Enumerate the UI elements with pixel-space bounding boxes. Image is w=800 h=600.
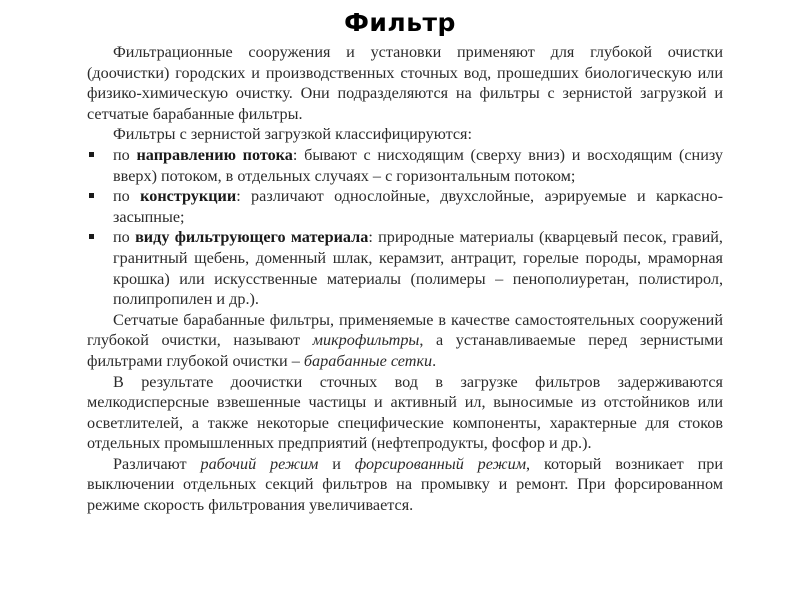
square-bullet-icon <box>89 152 94 157</box>
square-bullet-icon <box>89 234 94 239</box>
bullet-text: : бывают с нисходящим (сверху вниз) и восходящим (снизу вверх) потоком, в отдельных случаях – с горизонтальным потоком; <box>113 145 723 185</box>
bullet-prefix: по <box>113 187 141 206</box>
list-item-filter-material <box>87 227 723 309</box>
text-segment: , который возникает при выключении отдельных секций фильтров на промывку и ремонт. При форсированном режиме скорость фильтрования увеличивается. <box>87 454 723 515</box>
paragraph-modes <box>87 454 723 516</box>
text-segment: Сетчатые барабанные фильтры, применяемые в качестве самостоятельных сооружений глубокой очистки, называют <box>87 310 723 350</box>
paragraph-intro: Фильтрационные сооружения и установки применяют для глубокой очистки (доочистки) городских и производственных сточных вод, прошедших биологическую или физико-химическую очистку. Они подразделяются на фильтры с зернистой загрузкой и сетчатые барабанные фильтры. <box>87 43 723 123</box>
square-bullet-icon <box>89 193 94 198</box>
classification-list <box>87 145 723 310</box>
text-segment: , а устанавливаемые перед зернистыми фильтрами глубокой очистки – <box>87 331 723 370</box>
document-body <box>87 42 723 516</box>
text-segment: Различают <box>113 454 201 473</box>
paragraph-retention: В результате доочистки сточных вод в загрузке фильтров задерживаются мелкодисперсные взвешенные частицы и активный ил, выносимые из отстойников или осветлителей, а также некоторые специфические компоненты, характерные для стоков отдельных промышленных предприятий (нефтепродукты, фосфор и др.). <box>87 372 723 453</box>
list-item-construction <box>87 186 723 227</box>
list-item-flow-direction <box>87 145 723 186</box>
slide-title: Фильтр <box>344 8 456 37</box>
paragraph-drum-filters <box>87 310 723 372</box>
text-segment: . <box>432 351 437 370</box>
italic-term-microfilters: микрофильтры <box>312 331 420 350</box>
bullet-text: : различают однослойные, двухслойные, аэрируемые и каркасно-засыпные; <box>113 187 723 226</box>
italic-term-working-mode: рабочий режим <box>200 454 319 473</box>
bullet-term: виду фильтрующего материала <box>135 228 369 247</box>
italic-term-drum-screens: барабанные сетки <box>303 351 433 370</box>
text-segment: и <box>318 454 355 473</box>
italic-term-forced-mode: форсированный режим <box>354 454 527 473</box>
bullet-term: конструкции <box>140 187 237 206</box>
bullet-term: направлению потока <box>136 145 293 164</box>
bullet-prefix: по <box>113 228 136 247</box>
paragraph-classification-lead: Фильтры с зернистой загрузкой классифицируются: <box>113 125 472 144</box>
bullet-prefix: по <box>113 145 137 164</box>
bullet-text: : природные материалы (кварцевый песок, гравий, гранитный щебень, доменный шлак, керамзит, антрацит, горелые породы, мраморная крошка) или искусственные материалы (полимеры – пенополиуретан, полистирол, полипропилен и др.). <box>113 228 723 309</box>
